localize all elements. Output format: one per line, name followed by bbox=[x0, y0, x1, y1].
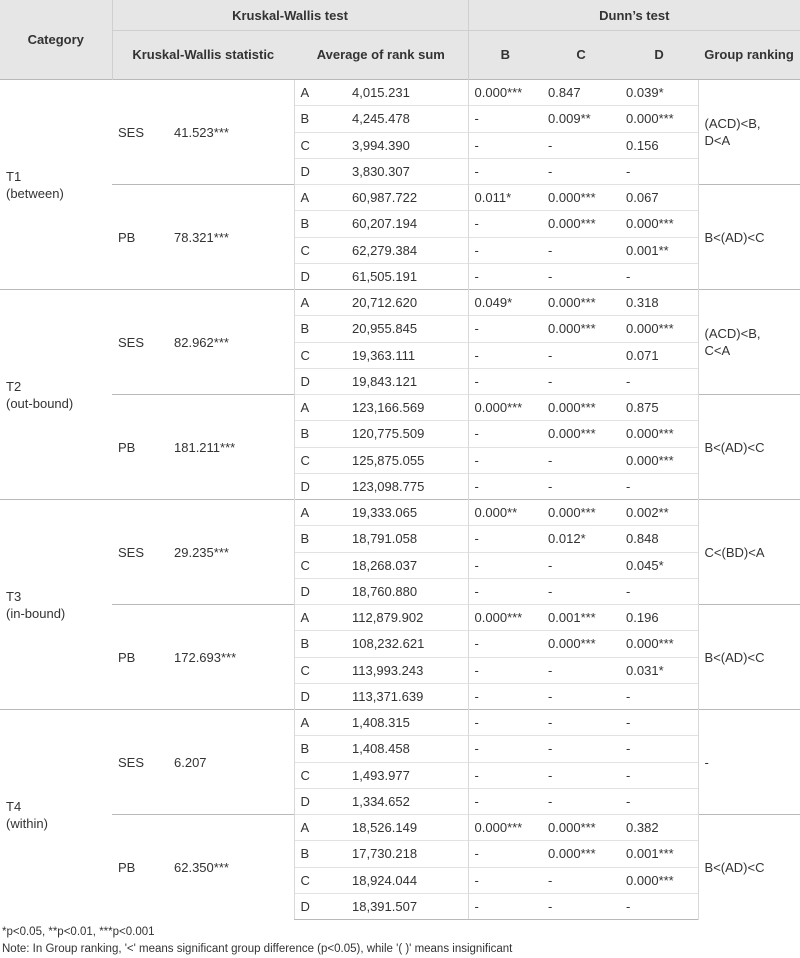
dunn-d-cell: 0.000*** bbox=[620, 631, 698, 657]
group-cell: A bbox=[294, 80, 346, 106]
dunn-c-cell: 0.001*** bbox=[542, 605, 620, 631]
group-cell: B bbox=[294, 211, 346, 237]
table-row bbox=[0, 605, 800, 631]
dunn-c-cell: - bbox=[542, 893, 620, 919]
group-cell: D bbox=[294, 788, 346, 814]
avg-rank-sum-cell: 4,015.231 bbox=[346, 80, 468, 106]
dunn-c-cell: - bbox=[542, 342, 620, 368]
table-row bbox=[0, 710, 800, 736]
dunn-d-cell: 0.156 bbox=[620, 132, 698, 158]
subgroup-type-cell: SES bbox=[112, 80, 168, 185]
group-cell: C bbox=[294, 447, 346, 473]
dunn-c-cell: - bbox=[542, 132, 620, 158]
dunn-d-cell: 0.045* bbox=[620, 552, 698, 578]
dunn-c-cell: 0.847 bbox=[542, 80, 620, 106]
significance-note: *p<0.05, **p<0.01, ***p<0.001 bbox=[2, 926, 155, 938]
dunn-b-cell: - bbox=[468, 473, 542, 499]
category-sublabel: (out-bound) bbox=[6, 395, 74, 411]
group-cell: B bbox=[294, 106, 346, 132]
dunn-b-cell: 0.000*** bbox=[468, 815, 542, 841]
group-cell: B bbox=[294, 841, 346, 867]
dunn-d-cell: 0.848 bbox=[620, 526, 698, 552]
group-cell: B bbox=[294, 421, 346, 447]
group-cell: D bbox=[294, 368, 346, 394]
group-ranking-cell: B<(AD)<C bbox=[698, 185, 800, 290]
kw-statistic-cell: 29.235*** bbox=[168, 500, 294, 605]
table-row bbox=[0, 185, 800, 211]
category-sublabel: (between) bbox=[6, 185, 64, 201]
dunn-c-cell: - bbox=[542, 263, 620, 289]
avg-rank-sum-cell: 60,207.194 bbox=[346, 211, 468, 237]
group-ranking-cell: - bbox=[698, 710, 800, 815]
avg-rank-sum-cell: 62,279.384 bbox=[346, 237, 468, 263]
dunn-c-cell: 0.000*** bbox=[542, 815, 620, 841]
kw-statistic-cell: 62.350*** bbox=[168, 815, 294, 920]
category-cell bbox=[0, 500, 112, 710]
avg-rank-sum-cell: 1,408.315 bbox=[346, 710, 468, 736]
dunn-b-cell: - bbox=[468, 683, 542, 709]
subgroup-type-cell: PB bbox=[112, 395, 168, 500]
table-row bbox=[0, 290, 800, 316]
avg-rank-sum-cell: 108,232.621 bbox=[346, 631, 468, 657]
dunn-b-cell: - bbox=[468, 263, 542, 289]
category-label: T3 bbox=[6, 588, 22, 604]
dunn-c-cell: - bbox=[542, 237, 620, 263]
dunn-c-cell: - bbox=[542, 710, 620, 736]
dunn-b-cell: - bbox=[468, 710, 542, 736]
header-row-top bbox=[0, 0, 800, 31]
dunn-c-cell: - bbox=[542, 578, 620, 604]
avg-rank-sum-cell: 20,712.620 bbox=[346, 290, 468, 316]
avg-rank-sum-cell: 3,994.390 bbox=[346, 132, 468, 158]
group-cell: A bbox=[294, 815, 346, 841]
dunn-d-cell: 0.196 bbox=[620, 605, 698, 631]
table-row bbox=[0, 815, 800, 841]
dunn-b-cell: 0.000** bbox=[468, 500, 542, 526]
avg-rank-sum-cell: 60,987.722 bbox=[346, 185, 468, 211]
dunn-d-cell: - bbox=[620, 473, 698, 499]
dunn-d-cell: 0.067 bbox=[620, 185, 698, 211]
dunn-b-cell: - bbox=[468, 211, 542, 237]
header-col-c: C bbox=[542, 31, 620, 80]
dunn-d-cell: 0.002** bbox=[620, 500, 698, 526]
dunn-c-cell: - bbox=[542, 736, 620, 762]
group-cell: C bbox=[294, 237, 346, 263]
avg-rank-sum-cell: 18,924.044 bbox=[346, 867, 468, 893]
dunn-b-cell: - bbox=[468, 552, 542, 578]
dunn-c-cell: - bbox=[542, 447, 620, 473]
dunn-d-cell: 0.000*** bbox=[620, 447, 698, 473]
avg-rank-sum-cell: 19,363.111 bbox=[346, 342, 468, 368]
header-category: Category bbox=[0, 0, 112, 80]
group-ranking-cell: (ACD)<B, D<A bbox=[698, 80, 800, 185]
category-cell bbox=[0, 710, 112, 920]
subgroup-type-cell: PB bbox=[112, 605, 168, 710]
dunn-d-cell: - bbox=[620, 788, 698, 814]
group-cell: A bbox=[294, 185, 346, 211]
dunn-b-cell: 0.000*** bbox=[468, 395, 542, 421]
header-kw-statistic: Kruskal-Wallis statistic bbox=[112, 31, 294, 80]
kw-statistic-cell: 78.321*** bbox=[168, 185, 294, 290]
header-col-b: B bbox=[468, 31, 542, 80]
dunn-b-cell: - bbox=[468, 657, 542, 683]
avg-rank-sum-cell: 4,245.478 bbox=[346, 106, 468, 132]
dunn-c-cell: 0.000*** bbox=[542, 316, 620, 342]
group-cell: B bbox=[294, 631, 346, 657]
dunn-c-cell: - bbox=[542, 158, 620, 184]
dunn-b-cell: 0.049* bbox=[468, 290, 542, 316]
dunn-d-cell: - bbox=[620, 736, 698, 762]
dunn-c-cell: 0.000*** bbox=[542, 290, 620, 316]
dunn-b-cell: - bbox=[468, 158, 542, 184]
dunn-d-cell: - bbox=[620, 893, 698, 919]
table-body bbox=[0, 80, 800, 920]
group-cell: B bbox=[294, 736, 346, 762]
dunn-b-cell: - bbox=[468, 578, 542, 604]
dunn-b-cell: - bbox=[468, 762, 542, 788]
avg-rank-sum-cell: 18,760.880 bbox=[346, 578, 468, 604]
group-cell: C bbox=[294, 762, 346, 788]
group-cell: C bbox=[294, 867, 346, 893]
kw-statistic-cell: 41.523*** bbox=[168, 80, 294, 185]
dunn-b-cell: 0.011* bbox=[468, 185, 542, 211]
category-cell bbox=[0, 80, 112, 290]
dunn-d-cell: - bbox=[620, 368, 698, 394]
header-dunns-test: Dunn’s test bbox=[468, 0, 800, 31]
dunn-c-cell: 0.000*** bbox=[542, 631, 620, 657]
group-ranking-cell: C<(BD)<A bbox=[698, 500, 800, 605]
dunn-c-cell: 0.000*** bbox=[542, 185, 620, 211]
dunn-d-cell: 0.001*** bbox=[620, 841, 698, 867]
dunn-d-cell: 0.000*** bbox=[620, 106, 698, 132]
group-cell: A bbox=[294, 500, 346, 526]
dunn-b-cell: - bbox=[468, 788, 542, 814]
dunn-d-cell: 0.001** bbox=[620, 237, 698, 263]
subgroup-type-cell: PB bbox=[112, 815, 168, 920]
group-cell: A bbox=[294, 395, 346, 421]
dunn-d-cell: 0.000*** bbox=[620, 421, 698, 447]
category-sublabel: (within) bbox=[6, 815, 48, 831]
group-cell: C bbox=[294, 132, 346, 158]
header-average-rank-sum: Average of rank sum bbox=[294, 31, 468, 80]
dunn-d-cell: - bbox=[620, 710, 698, 736]
category-label: T4 bbox=[6, 798, 22, 814]
table-notes bbox=[0, 920, 800, 958]
group-cell: A bbox=[294, 605, 346, 631]
dunn-d-cell: - bbox=[620, 578, 698, 604]
dunn-d-cell: 0.071 bbox=[620, 342, 698, 368]
group-ranking-cell: B<(AD)<C bbox=[698, 605, 800, 710]
dunn-b-cell: - bbox=[468, 368, 542, 394]
table-header bbox=[0, 0, 800, 80]
dunn-d-cell: - bbox=[620, 158, 698, 184]
dunn-c-cell: - bbox=[542, 657, 620, 683]
dunn-d-cell: 0.382 bbox=[620, 815, 698, 841]
avg-rank-sum-cell: 3,830.307 bbox=[346, 158, 468, 184]
dunn-d-cell: 0.000*** bbox=[620, 316, 698, 342]
group-ranking-note: Note: In Group ranking, '<' means significant group difference (p<0.05), while '( )' means insignificant bbox=[2, 943, 513, 955]
subgroup-type-cell: SES bbox=[112, 290, 168, 395]
category-label: T1 bbox=[6, 168, 22, 184]
kw-statistic-cell: 172.693*** bbox=[168, 605, 294, 710]
avg-rank-sum-cell: 19,333.065 bbox=[346, 500, 468, 526]
dunn-c-cell: 0.000*** bbox=[542, 500, 620, 526]
dunn-d-cell: 0.000*** bbox=[620, 211, 698, 237]
table-row bbox=[0, 500, 800, 526]
dunn-b-cell: - bbox=[468, 841, 542, 867]
dunn-c-cell: - bbox=[542, 473, 620, 499]
dunn-b-cell: - bbox=[468, 237, 542, 263]
dunn-d-cell: 0.039* bbox=[620, 80, 698, 106]
avg-rank-sum-cell: 120,775.509 bbox=[346, 421, 468, 447]
dunn-c-cell: 0.000*** bbox=[542, 841, 620, 867]
avg-rank-sum-cell: 1,493.977 bbox=[346, 762, 468, 788]
avg-rank-sum-cell: 18,391.507 bbox=[346, 893, 468, 919]
group-cell: D bbox=[294, 263, 346, 289]
dunn-d-cell: - bbox=[620, 263, 698, 289]
dunn-b-cell: 0.000*** bbox=[468, 605, 542, 631]
header-group-ranking: Group ranking bbox=[698, 31, 800, 80]
dunn-d-cell: 0.318 bbox=[620, 290, 698, 316]
group-cell: D bbox=[294, 473, 346, 499]
dunn-d-cell: 0.875 bbox=[620, 395, 698, 421]
dunn-d-cell: - bbox=[620, 683, 698, 709]
kw-statistic-cell: 82.962*** bbox=[168, 290, 294, 395]
dunn-b-cell: - bbox=[468, 736, 542, 762]
dunn-b-cell: - bbox=[468, 893, 542, 919]
group-cell: C bbox=[294, 657, 346, 683]
subgroup-type-cell: PB bbox=[112, 185, 168, 290]
table-row bbox=[0, 395, 800, 421]
table-row bbox=[0, 80, 800, 106]
dunn-b-cell: - bbox=[468, 631, 542, 657]
category-cell bbox=[0, 290, 112, 500]
dunn-c-cell: - bbox=[542, 552, 620, 578]
dunn-b-cell: - bbox=[468, 132, 542, 158]
dunn-c-cell: - bbox=[542, 683, 620, 709]
dunn-d-cell: 0.031* bbox=[620, 657, 698, 683]
dunn-c-cell: - bbox=[542, 867, 620, 893]
avg-rank-sum-cell: 18,791.058 bbox=[346, 526, 468, 552]
avg-rank-sum-cell: 112,879.902 bbox=[346, 605, 468, 631]
avg-rank-sum-cell: 61,505.191 bbox=[346, 263, 468, 289]
category-label: T2 bbox=[6, 378, 22, 394]
avg-rank-sum-cell: 125,875.055 bbox=[346, 447, 468, 473]
avg-rank-sum-cell: 20,955.845 bbox=[346, 316, 468, 342]
group-ranking-cell: (ACD)<B, C<A bbox=[698, 290, 800, 395]
header-kruskal-wallis-test: Kruskal-Wallis test bbox=[112, 0, 468, 31]
avg-rank-sum-cell: 18,526.149 bbox=[346, 815, 468, 841]
kw-statistic-cell: 181.211*** bbox=[168, 395, 294, 500]
kw-statistic-cell: 6.207 bbox=[168, 710, 294, 815]
dunn-d-cell: 0.000*** bbox=[620, 867, 698, 893]
avg-rank-sum-cell: 123,166.569 bbox=[346, 395, 468, 421]
group-ranking-cell: B<(AD)<C bbox=[698, 395, 800, 500]
category-sublabel: (in-bound) bbox=[6, 605, 66, 621]
dunn-c-cell: 0.000*** bbox=[542, 395, 620, 421]
dunn-c-cell: - bbox=[542, 762, 620, 788]
group-cell: D bbox=[294, 578, 346, 604]
dunn-c-cell: 0.000*** bbox=[542, 421, 620, 447]
avg-rank-sum-cell: 113,371.639 bbox=[346, 683, 468, 709]
dunn-b-cell: - bbox=[468, 421, 542, 447]
dunn-b-cell: - bbox=[468, 106, 542, 132]
dunn-b-cell: - bbox=[468, 342, 542, 368]
group-cell: D bbox=[294, 158, 346, 184]
avg-rank-sum-cell: 17,730.218 bbox=[346, 841, 468, 867]
group-ranking-cell: B<(AD)<C bbox=[698, 815, 800, 920]
avg-rank-sum-cell: 1,334.652 bbox=[346, 788, 468, 814]
group-cell: C bbox=[294, 552, 346, 578]
avg-rank-sum-cell: 1,408.458 bbox=[346, 736, 468, 762]
group-cell: D bbox=[294, 893, 346, 919]
group-cell: A bbox=[294, 710, 346, 736]
dunn-b-cell: 0.000*** bbox=[468, 80, 542, 106]
header-col-d: D bbox=[620, 31, 698, 80]
subgroup-type-cell: SES bbox=[112, 710, 168, 815]
avg-rank-sum-cell: 18,268.037 bbox=[346, 552, 468, 578]
subgroup-type-cell: SES bbox=[112, 500, 168, 605]
group-cell: C bbox=[294, 342, 346, 368]
avg-rank-sum-cell: 123,098.775 bbox=[346, 473, 468, 499]
dunn-b-cell: - bbox=[468, 867, 542, 893]
dunn-b-cell: - bbox=[468, 316, 542, 342]
dunn-b-cell: - bbox=[468, 447, 542, 473]
group-cell: B bbox=[294, 316, 346, 342]
dunn-c-cell: - bbox=[542, 368, 620, 394]
group-cell: B bbox=[294, 526, 346, 552]
group-cell: A bbox=[294, 290, 346, 316]
dunn-c-cell: 0.012* bbox=[542, 526, 620, 552]
dunn-d-cell: - bbox=[620, 762, 698, 788]
avg-rank-sum-cell: 113,993.243 bbox=[346, 657, 468, 683]
avg-rank-sum-cell: 19,843.121 bbox=[346, 368, 468, 394]
group-cell: D bbox=[294, 683, 346, 709]
header-row-bottom bbox=[0, 31, 800, 80]
dunn-c-cell: 0.009** bbox=[542, 106, 620, 132]
dunn-c-cell: 0.000*** bbox=[542, 211, 620, 237]
dunn-c-cell: - bbox=[542, 788, 620, 814]
dunn-b-cell: - bbox=[468, 526, 542, 552]
